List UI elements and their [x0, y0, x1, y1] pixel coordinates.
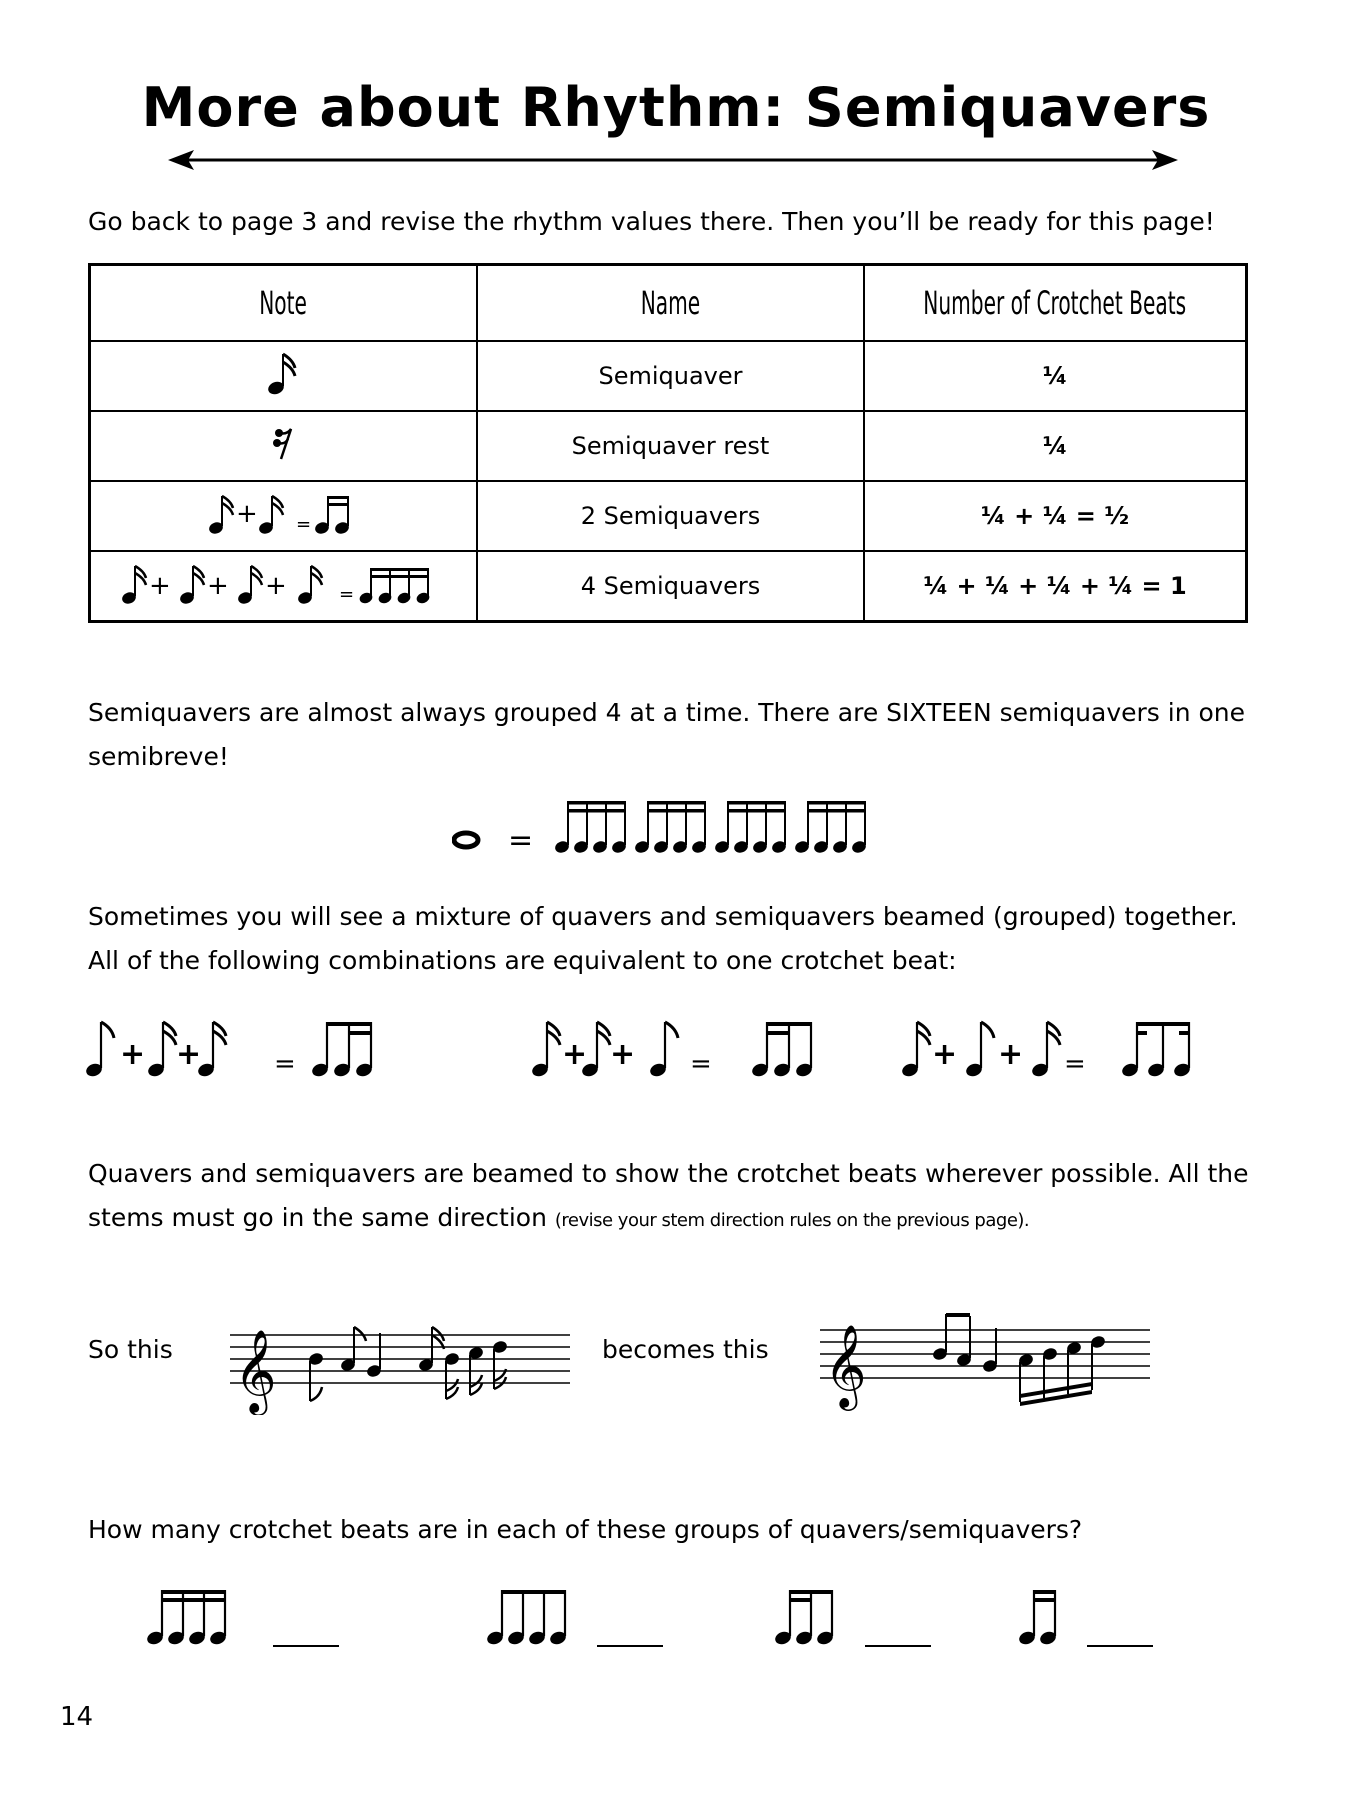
beamed-staff-icon: [820, 1298, 1150, 1418]
svg-text:=: =: [508, 823, 534, 858]
svg-text:+: +: [176, 1037, 202, 1072]
row-beats: ¼ + ¼ = ½: [864, 481, 1247, 551]
crotchet-beat-combinations-icon: [84, 1010, 1254, 1086]
becomes-this-label: becomes this: [602, 1335, 769, 1364]
so-this-label: So this: [88, 1335, 173, 1364]
semibreve-equals-sixteen-icon: [452, 795, 892, 861]
svg-text:=: =: [338, 583, 354, 605]
svg-text:=: =: [1064, 1049, 1086, 1079]
svg-text:𝄞: 𝄞: [824, 1323, 867, 1407]
question-text: How many crotchet beats are in each of these groups of quavers/semiquavers?: [88, 1515, 1083, 1544]
grouping-text-2: semibreve!: [88, 742, 229, 771]
beaming-text-2: stems must go in the same direction: [88, 1203, 547, 1232]
four-semiquavers-icon: [90, 551, 478, 621]
unbeamed-staff-icon: [230, 1305, 570, 1415]
beaming-text-1: Quavers and semiquavers are beamed to show the crotchet beats wherever possible. All the: [88, 1159, 1249, 1188]
row-beats: ¼ + ¼ + ¼ + ¼ = 1: [864, 551, 1247, 621]
page-title: More about Rhythm: Semiquavers: [141, 76, 1211, 139]
row-name: 2 Semiquavers: [477, 481, 864, 551]
svg-text:+: +: [148, 570, 171, 601]
row-name: 4 Semiquavers: [477, 551, 864, 621]
svg-text:+: +: [235, 499, 258, 529]
double-arrow-icon: [168, 148, 1178, 172]
semiquaver-note-icon: [90, 341, 478, 411]
svg-text:𝄞: 𝄞: [234, 1328, 277, 1412]
mixture-text-1: Sometimes you will see a mixture of quavers and semiquavers beamed (grouped) together.: [88, 902, 1238, 931]
answer-blank-4[interactable]: [1087, 1645, 1153, 1647]
svg-text:=: =: [690, 1049, 712, 1079]
svg-text:+: +: [998, 1037, 1024, 1072]
page-number: 14: [60, 1702, 94, 1732]
intro-text: Go back to page 3 and revise the rhythm values there. Then you’ll be ready for this page!: [88, 207, 1215, 236]
answer-blank-3[interactable]: [865, 1645, 931, 1647]
mixture-text-2: All of the following combinations are equivalent to one crotchet beat:: [88, 946, 957, 975]
header-beats: Number of Crotchet Beats: [864, 265, 1247, 342]
beaming-note: (revise your stem direction rules on the previous page).: [554, 1210, 1030, 1231]
svg-text:+: +: [120, 1037, 146, 1072]
rhythm-values-table: [88, 263, 1248, 623]
beaming-text-2-line: [88, 1196, 1029, 1243]
row-name: Semiquaver rest: [477, 411, 864, 481]
svg-text:=: =: [295, 514, 311, 535]
answer-blank-2[interactable]: [597, 1645, 663, 1647]
exercise-groups-icon: [145, 1580, 1205, 1650]
grouping-text: Semiquavers are almost always grouped 4 at a time. There are SIXTEEN semiquavers in one: [88, 698, 1246, 727]
answer-blank-1[interactable]: [273, 1645, 339, 1647]
header-name: Name: [477, 265, 864, 342]
two-semiquavers-icon: [90, 481, 478, 551]
svg-text:=: =: [274, 1049, 296, 1079]
svg-text:+: +: [610, 1037, 636, 1072]
header-note: Note: [90, 265, 478, 342]
svg-text:+: +: [264, 570, 287, 601]
semiquaver-rest-icon: [90, 411, 478, 481]
row-beats: ¼: [864, 341, 1247, 411]
row-beats: ¼: [864, 411, 1247, 481]
svg-text:+: +: [932, 1037, 958, 1072]
row-name: Semiquaver: [477, 341, 864, 411]
svg-text:+: +: [562, 1037, 588, 1072]
svg-text:+: +: [206, 570, 229, 601]
